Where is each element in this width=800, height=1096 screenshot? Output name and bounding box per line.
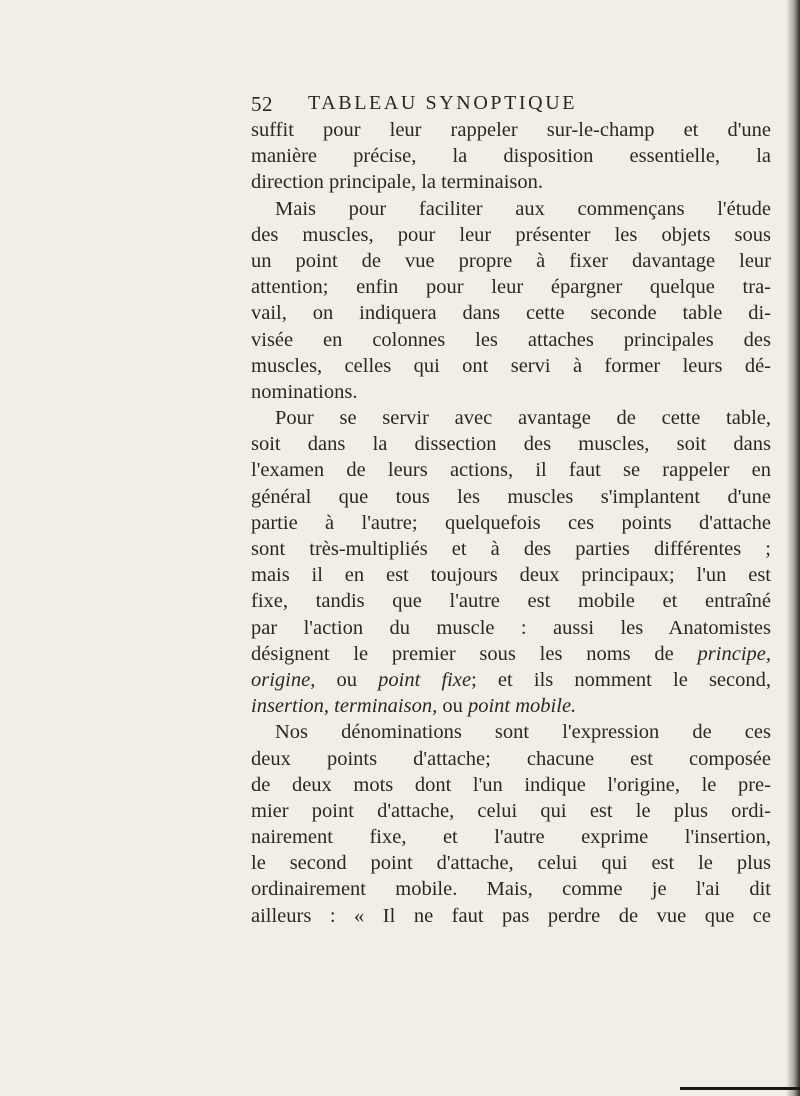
italic-term: principe, [697,642,771,665]
header-title: TABLEAU SYNOPTIQUE [308,92,578,114]
text-line-with-italic: désignent le premier sous les noms de principe, [251,642,771,665]
text-line: le second point d'attache, celui qui est le plus [251,852,771,875]
italic-term: point mobile. [467,695,577,718]
text-line: partie à l'autre; quelquefois ces points d'attache [251,511,771,534]
text-line: muscles, celles qui ont servi à former leurs dé- [251,354,771,377]
text-line: mier point d'attache, celui qui est le plus ordi- [251,799,771,822]
body-text [251,117,771,929]
text-line: deux points d'attache; chacune est composée [251,747,771,770]
text-line: mais il en est toujours deux principaux; l'un est [251,564,771,587]
paragraph-start-line: Pour se servir avec avantage de cette table, [275,407,771,430]
page-number: 52 [251,92,273,116]
text-line-with-italic: origine, ou point fixe; et ils nomment le second, [251,668,772,691]
text-line: par l'action du muscle : aussi les Anatomistes [251,616,771,639]
text-line: vail, on indiquera dans cette seconde table di- [251,302,771,325]
italic-term: point fixe [378,668,472,691]
text-line: nairement fixe, et l'autre exprime l'insertion, [251,826,771,849]
text-line: sont très-multipliés et à des parties différentes ; [251,538,771,560]
page-bottom-edge [680,1087,800,1090]
text-line: attention; enfin pour leur épargner quelque tra- [251,276,771,299]
text-line: manière précise, la disposition essentielle, la [251,145,771,168]
text-line: ordinairement mobile. Mais, comme je l'ai dit [251,878,771,901]
page-edge-shadow [786,0,800,1096]
text-line: nominations. [251,380,358,403]
text-line: fixe, tandis que l'autre est mobile et entraîné [251,590,771,613]
paragraph-start-line: Mais pour faciliter aux commençans l'étude [275,197,771,220]
text-line: suffit pour leur rappeler sur-le-champ et d'une [251,119,771,141]
page-content [251,92,771,929]
text-line: de deux mots dont l'un indique l'origine, le pre- [251,773,771,796]
text-line-with-italic: insertion, terminaison, ou point mobile. [251,695,577,718]
text-line: des muscles, pour leur présenter les objets sous [251,223,771,246]
text-line: soit dans la dissection des muscles, soit dans [251,433,771,456]
italic-term: terminaison, [334,695,438,718]
text-line: général que tous les muscles s'implantent d'une [251,485,771,508]
text-line: un point de vue propre à fixer davantage leur [251,249,771,272]
text-line: visée en colonnes les attaches principales des [251,328,771,351]
paragraph-start-line: Nos dénominations sont l'expression de ces [275,721,771,744]
text-line: direction principale, la terminaison. [251,171,544,194]
running-head [251,92,771,122]
italic-term: origine, [251,668,316,691]
text-line: l'examen de leurs actions, il faut se rappeler en [251,459,771,482]
text-line: ailleurs : « Il ne faut pas perdre de vue que ce [251,904,771,927]
italic-term: insertion, [251,695,330,718]
